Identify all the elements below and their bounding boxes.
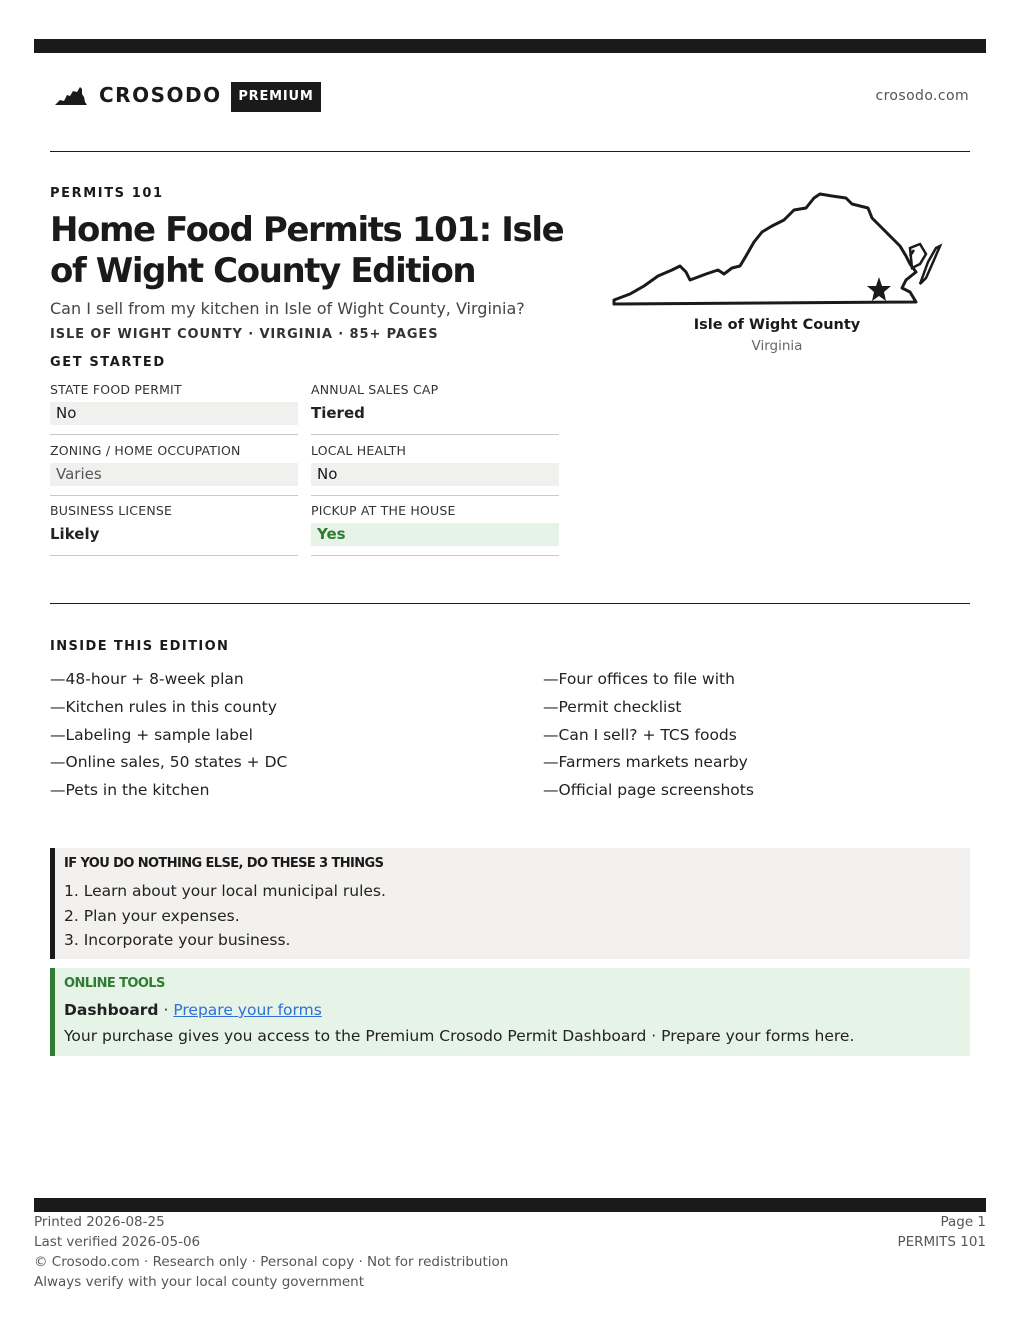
page-number: Page 1 [940, 1214, 986, 1230]
three-things-list [64, 879, 386, 953]
virginia-outline-map-icon [610, 188, 944, 310]
list-item: 3. Incorporate your business. [64, 931, 291, 949]
fact-zoning [50, 443, 298, 496]
top-bar [34, 39, 986, 53]
inside-list-right [543, 666, 754, 805]
list-item: —Kitchen rules in this county [50, 697, 277, 716]
footer-left [34, 1212, 508, 1292]
list-item: —48-hour + 8-week plan [50, 670, 244, 688]
edition-meta: ISLE OF WIGHT COUNTY · VIRGINIA · 85+ PAGES [50, 327, 439, 342]
online-tools-callout [50, 968, 970, 1056]
verified-date: Last verified 2026-05-06 [34, 1234, 201, 1250]
prepare-forms-link[interactable]: Prepare your forms [173, 1001, 322, 1019]
fact-state-food-permit [50, 382, 298, 435]
fact-label: BUSINESS LICENSE [50, 503, 173, 518]
brand-name[interactable]: CROSODO [99, 83, 222, 107]
callout-title: ONLINE TOOLS [64, 976, 165, 991]
separator: · [158, 1001, 174, 1019]
page-title: Home Food Permits 101: Isle of Wight County Edition [50, 210, 564, 291]
fact-label: ANNUAL SALES CAP [311, 382, 439, 397]
footer-right [897, 1212, 986, 1252]
get-started-heading: GET STARTED [50, 355, 166, 370]
fact-value: No [50, 402, 298, 425]
list-item: —Can I sell? + TCS foods [543, 725, 737, 744]
fact-value: Likely [50, 525, 100, 543]
fact-value: No [311, 463, 559, 486]
list-item: —Online sales, 50 states + DC [50, 753, 288, 772]
map-state: Virginia [751, 338, 803, 354]
list-item: —Labeling + sample label [50, 725, 253, 744]
verify-note: Always verify with your local county government [34, 1274, 364, 1290]
list-item: —Four offices to file with [543, 670, 735, 688]
list-item: —Pets in the kitchen [50, 781, 210, 800]
header-divider [50, 151, 970, 152]
fact-local-health [311, 443, 559, 496]
list-item: —Official page screenshots [543, 781, 754, 800]
fact-business-license [50, 503, 298, 556]
dashboard-label: Dashboard [64, 1001, 159, 1019]
fact-label: LOCAL HEALTH [311, 443, 407, 458]
fact-pickup-at-house [311, 503, 559, 556]
header [50, 80, 970, 114]
list-item: 1. Learn about your local municipal rules. [64, 882, 386, 900]
dashboard-description: Your purchase gives you access to the Premium Crosodo Permit Dashboard · Prepare your forms here. [64, 1027, 855, 1045]
list-item: 2. Plan your expenses. [64, 906, 240, 925]
fact-value: Tiered [311, 404, 365, 422]
fact-label: STATE FOOD PERMIT [50, 382, 182, 397]
site-url[interactable]: crosodo.com [875, 88, 969, 104]
dashboard-line [64, 1001, 322, 1019]
printed-date: Printed 2026-08-25 [34, 1214, 165, 1230]
star-marker-icon [866, 276, 892, 302]
fact-label: ZONING / HOME OCCUPATION [50, 443, 241, 458]
list-item: —Farmers markets nearby [543, 753, 748, 772]
map-caption: Isle of Wight County [693, 317, 861, 333]
footer-section: PERMITS 101 [897, 1234, 986, 1250]
list-item: —Permit checklist [543, 697, 682, 716]
fact-label: PICKUP AT THE HOUSE [311, 503, 456, 518]
premium-badge: PREMIUM [231, 82, 321, 112]
fact-annual-sales-cap [311, 382, 559, 435]
section-kicker: PERMITS 101 [50, 186, 164, 201]
callout-title: IF YOU DO NOTHING ELSE, DO THESE 3 THINGS [64, 856, 384, 871]
three-things-callout [50, 848, 970, 959]
bottom-bar [34, 1198, 986, 1212]
inside-list-left [50, 666, 287, 805]
virginia-silhouette-icon [54, 86, 88, 110]
inside-edition-heading: INSIDE THIS EDITION [50, 639, 230, 654]
copyright: © Crosodo.com · Research only · Personal copy · Not for redistribution [34, 1254, 509, 1270]
page-subtitle: Can I sell from my kitchen in Isle of Wight County, Virginia? [50, 299, 525, 318]
fact-value: Varies [50, 463, 298, 486]
section-divider [50, 603, 970, 604]
fact-value: Yes [311, 523, 559, 546]
